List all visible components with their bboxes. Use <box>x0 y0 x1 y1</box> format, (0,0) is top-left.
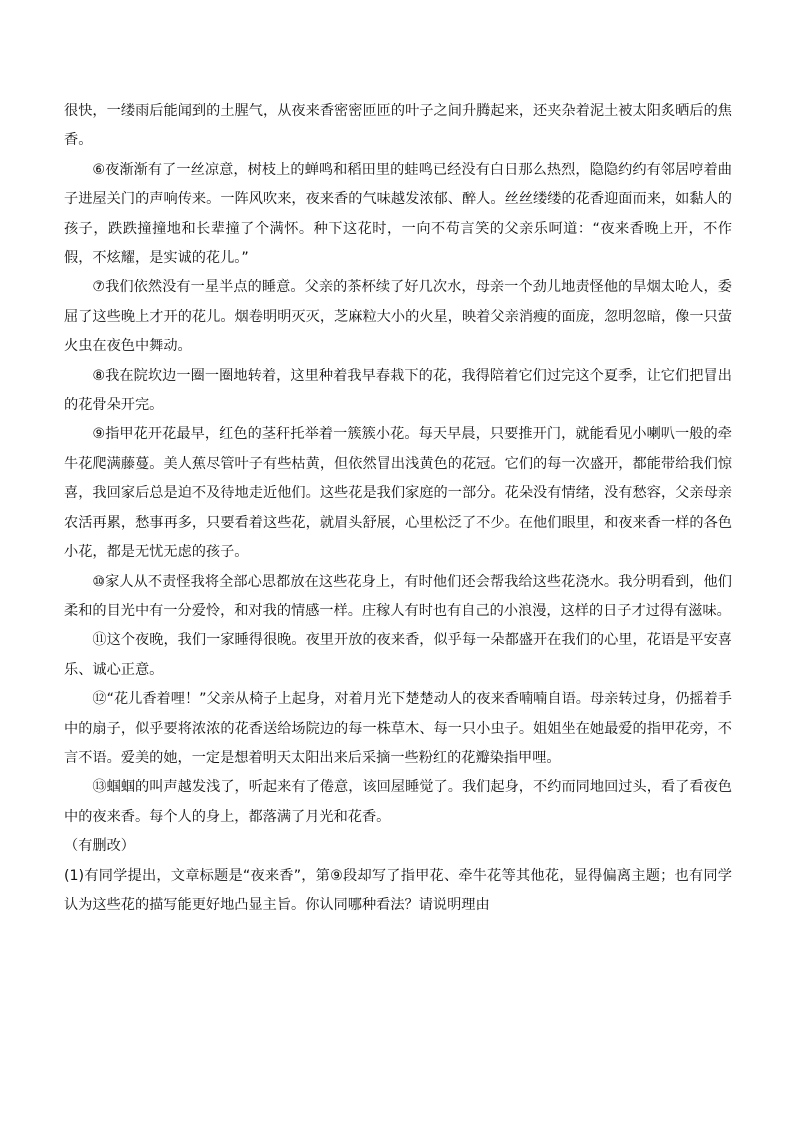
paragraph-8: ⑧我在院坎边一圈一圈地转着，这里种着我早春栽下的花，我得陪着它们过完这个夏季，让它们把冒出的花骨朵开完。 <box>64 367 732 414</box>
edit-note: （有删改） <box>64 838 135 855</box>
paragraph-6: ⑥夜渐渐有了一丝凉意，树枝上的蝉鸣和稻田里的蛙鸣已经没有白日那么热烈，隐隐约约有邻居哼着曲子进屋关门的声响传来。一阵风吹来，夜来香的气味越发浓郁、醉人。丝丝缕缕的花香迎面而来，如黏人的孩子，跌跌撞撞地和长辈撞了个满怀。种下这花时，一向不苟言笑的父亲乐呵道：“夜来香晚上开，不作假，不炫耀，是实诚的花儿。” <box>64 161 732 267</box>
question-1: (1)有同学提出，文章标题是“夜来香”，第⑨段却写了指甲花、牵牛花等其他花，显得偏离主题；也有同学认为这些花的描写能更好地凸显主旨。你认同哪种看法？请说明理由 <box>64 867 732 913</box>
paragraph-11: ⑪这个夜晚，我们一家睡得很晚。夜里开放的夜来香，似乎每一朵都盛开在我们的心里，花语是平安喜乐、诚心正意。 <box>64 632 732 678</box>
paragraph-10: ⑩家人从不责怪我将全部心思都放在这些花身上，有时他们还会帮我给这些花浇水。我分明看到，他们柔和的目光中有一分爱怜，和对我的情感一样。庄稼人有时也有自己的小浪漫，这样的日子才过得有滋味。 <box>64 573 732 619</box>
paragraph-continued: 很快，一缕雨后能闻到的土腥气，从夜来香密密匝匝的叶子之间升腾起来，还夹杂着泥土被太阳炙晒后的焦香。 <box>64 103 732 149</box>
paragraph-12: ⑫“花儿香着哩！”父亲从椅子上起身，对着月光下楚楚动人的夜来香喃喃自语。母亲转过身，仍摇着手中的扇子，似乎要将浓浓的花香送给场院边的每一株草木、每一只小虫子。姐姐坐在她最爱的指甲花旁，不言不语。爱美的她，一定是想着明天太阳出来后采摘一些粉红的花瓣染指甲哩。 <box>64 691 732 766</box>
document-page <box>64 97 732 920</box>
paragraph-7: ⑦我们依然没有一星半点的睡意。父亲的茶杯续了好几次水，母亲一个劲儿地责怪他的旱烟太呛人，委屈了这些晚上才开的花儿。烟卷明明灭灭，芝麻粒大小的火星，映着父亲消瘦的面庞，忽明忽暗，像一只萤火虫在夜色中舞动。 <box>64 279 732 355</box>
paragraph-9: ⑨指甲花开花最早，红色的茎秆托举着一簇簇小花。每天早晨，只要推开门，就能看见小喇叭一般的牵牛花爬满藤蔓。美人蕉尽管叶子有些枯黄，但依然冒出浅黄色的花冠。它们的每一次盛开，都能带给我们惊喜，我回家后总是迫不及待地走近他们。这些花是我们家庭的一部分。花朵没有情绪，没有愁容，父亲母亲农活再累，愁事再多，只要看着这些花，就眉头舒展，心里松泛了不少。在他们眼里，和夜来香一样的各色小花，都是无忧无虑的孩子。 <box>64 426 732 561</box>
paragraph-13: ⑬蝈蝈的叫声越发浅了，听起来有了倦意，该回屋睡觉了。我们起身，不约而同地回过头，看了看夜色中的夜来香。每个人的身上，都落满了月光和花香。 <box>64 779 732 825</box>
